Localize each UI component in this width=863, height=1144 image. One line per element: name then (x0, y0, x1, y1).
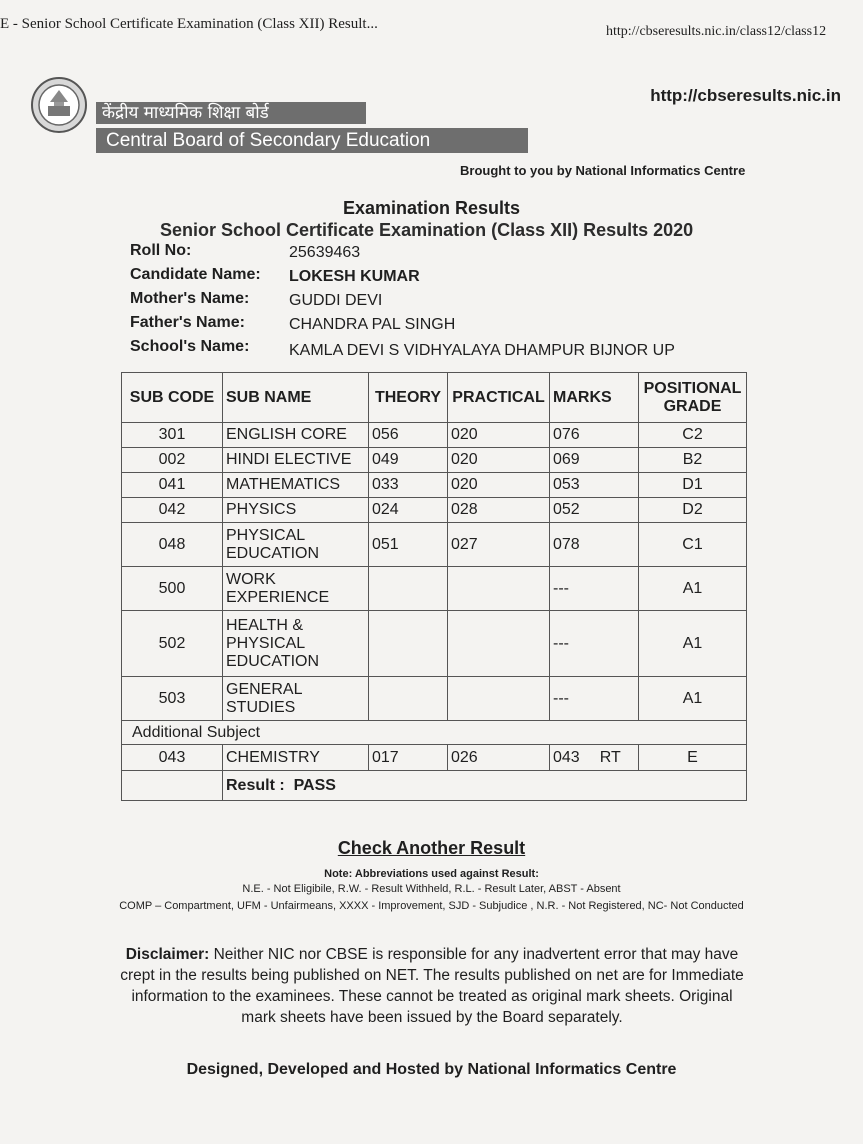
header-sub-code: SUB CODE (122, 373, 223, 423)
result-value: PASS (293, 776, 336, 794)
cell-grade: B2 (639, 448, 747, 473)
cell-theory: 056 (369, 423, 448, 448)
cell-grade: A1 (639, 677, 747, 721)
cell-sub-code: 042 (122, 498, 223, 523)
additional-subject-label: Additional Subject (122, 721, 747, 745)
cell-sub-code: 048 (122, 523, 223, 567)
cell-marks: 053 (550, 473, 639, 498)
cell-grade: C2 (639, 423, 747, 448)
cell-sub-code: 500 (122, 567, 223, 611)
cell-practical: 020 (448, 423, 550, 448)
cell-sub-name: MATHEMATICS (223, 473, 369, 498)
note-line-2: COMP – Compartment, UFM - Unfairmeans, XXXX - Improvement, SJD - Subjudice , N.R. - Not Registered, NC- Not Conducted (119, 900, 744, 912)
cell-practical: 020 (448, 473, 550, 498)
cell-theory: 051 (369, 523, 448, 567)
cell-sub-code: 043 (122, 745, 223, 771)
cell-practical (448, 611, 550, 677)
table-header-row (122, 373, 747, 423)
table-row (122, 567, 747, 611)
board-english-name: Central Board of Secondary Education (96, 128, 528, 153)
print-header-title: E - Senior School Certificate Examination (Class XII) Result... (0, 16, 378, 32)
cell-theory (369, 567, 448, 611)
table-row (122, 423, 747, 448)
cell-marks: 052 (550, 498, 639, 523)
marks-note: RT (599, 748, 621, 766)
cell-sub-name: HEALTH & PHYSICAL EDUCATION (223, 611, 369, 677)
marks-table (121, 372, 747, 801)
cell-sub-code: 301 (122, 423, 223, 448)
table-row (122, 523, 747, 567)
cell-grade: A1 (639, 567, 747, 611)
cell-marks (550, 745, 639, 771)
additional-subject-row (122, 721, 747, 745)
cell-practical (448, 567, 550, 611)
cell-sub-name: CHEMISTRY (223, 745, 369, 771)
school-name-value: KAMLA DEVI S VIDHYALAYA DHAMPUR BIJNOR UP (289, 342, 675, 359)
cell-sub-name: PHYSICS (223, 498, 369, 523)
exam-subtitle: Senior School Certificate Examination (Class XII) Results 2020 (160, 220, 694, 240)
cell-grade: C1 (639, 523, 747, 567)
cell-theory: 017 (369, 745, 448, 771)
cell-theory: 024 (369, 498, 448, 523)
cell-theory: 049 (369, 448, 448, 473)
table-row (122, 611, 747, 677)
cell-practical: 028 (448, 498, 550, 523)
note-line-1: N.E. - Not Eligibile, R.W. - Result Withheld, R.L. - Result Later, ABST - Absent (242, 883, 621, 895)
result-empty-cell (122, 771, 223, 801)
header-practical: PRACTICAL (448, 373, 550, 423)
check-another-result-link[interactable]: Check Another Result (337, 838, 526, 858)
cell-marks: --- (550, 567, 639, 611)
cell-sub-code: 002 (122, 448, 223, 473)
roll-no-label: Roll No: (130, 242, 192, 259)
cell-grade: E (639, 745, 747, 771)
cell-practical: 020 (448, 448, 550, 473)
board-hindi-name: केंद्रीय माध्यमिक शिक्षा बोर्ड (96, 102, 366, 124)
result-row (122, 771, 747, 801)
candidate-name-value: LOKESH KUMAR (289, 268, 420, 285)
cell-sub-code: 503 (122, 677, 223, 721)
header-theory: THEORY (369, 373, 448, 423)
result-cell (223, 771, 747, 801)
print-header-url: http://cbseresults.nic.in/class12/class12 (606, 24, 827, 39)
table-row (122, 473, 747, 498)
disclaimer-label: Disclaimer: (125, 946, 210, 963)
cell-marks: --- (550, 611, 639, 677)
cell-sub-name: WORK EXPERIENCE (223, 567, 369, 611)
cell-marks: 078 (550, 523, 639, 567)
cell-theory (369, 677, 448, 721)
header-positional-grade: POSITIONAL GRADE (639, 373, 747, 423)
disclaimer-text: Neither NIC nor CBSE is responsible for any inadvertent error that may have crept in the results being published on NET. The results published on net are for Immediate information to the examinees. These cannot be treated as original mark sheets. Original mark sheets have been issued by the Board separately. (120, 946, 744, 1026)
brought-by-text: Brought to you by National Informatics Centre (460, 163, 746, 178)
table-row (122, 448, 747, 473)
candidate-name-label: Candidate Name: (130, 266, 261, 283)
cell-sub-name: PHYSICAL EDUCATION (223, 523, 369, 567)
father-name-value: CHANDRA PAL SINGH (289, 316, 456, 333)
cell-sub-code: 502 (122, 611, 223, 677)
cell-grade: D1 (639, 473, 747, 498)
roll-no-value: 25639463 (289, 244, 361, 261)
cell-grade: D2 (639, 498, 747, 523)
result-label: Result : (226, 776, 285, 794)
cell-marks: 069 (550, 448, 639, 473)
mother-name-label: Mother's Name: (130, 290, 250, 307)
cell-sub-name: ENGLISH CORE (223, 423, 369, 448)
cell-practical: 027 (448, 523, 550, 567)
cell-sub-name: HINDI ELECTIVE (223, 448, 369, 473)
header-sub-name: SUB NAME (223, 373, 369, 423)
exam-title: Examination Results (342, 198, 521, 218)
father-name-label: Father's Name: (130, 314, 245, 331)
cell-practical: 026 (448, 745, 550, 771)
cell-marks: --- (550, 677, 639, 721)
table-row (122, 498, 747, 523)
cell-grade: A1 (639, 611, 747, 677)
table-row (122, 677, 747, 721)
footer-credit: Designed, Developed and Hosted by National Informatics Centre (186, 1061, 677, 1078)
cell-theory: 033 (369, 473, 448, 498)
marks-value: 043 (553, 748, 580, 766)
mother-name-value: GUDDI DEVI (289, 292, 383, 309)
site-url[interactable]: http://cbseresults.nic.in (650, 86, 841, 105)
note-title: Note: Abbreviations used against Result: (324, 868, 539, 880)
cell-practical (448, 677, 550, 721)
cell-marks: 076 (550, 423, 639, 448)
header-marks: MARKS (550, 373, 639, 423)
cell-sub-name: GENERAL STUDIES (223, 677, 369, 721)
cell-sub-code: 041 (122, 473, 223, 498)
cell-theory (369, 611, 448, 677)
school-name-label: School's Name: (130, 338, 250, 355)
table-row (122, 745, 747, 771)
disclaimer (118, 944, 746, 1028)
cbse-emblem-icon (30, 76, 88, 134)
